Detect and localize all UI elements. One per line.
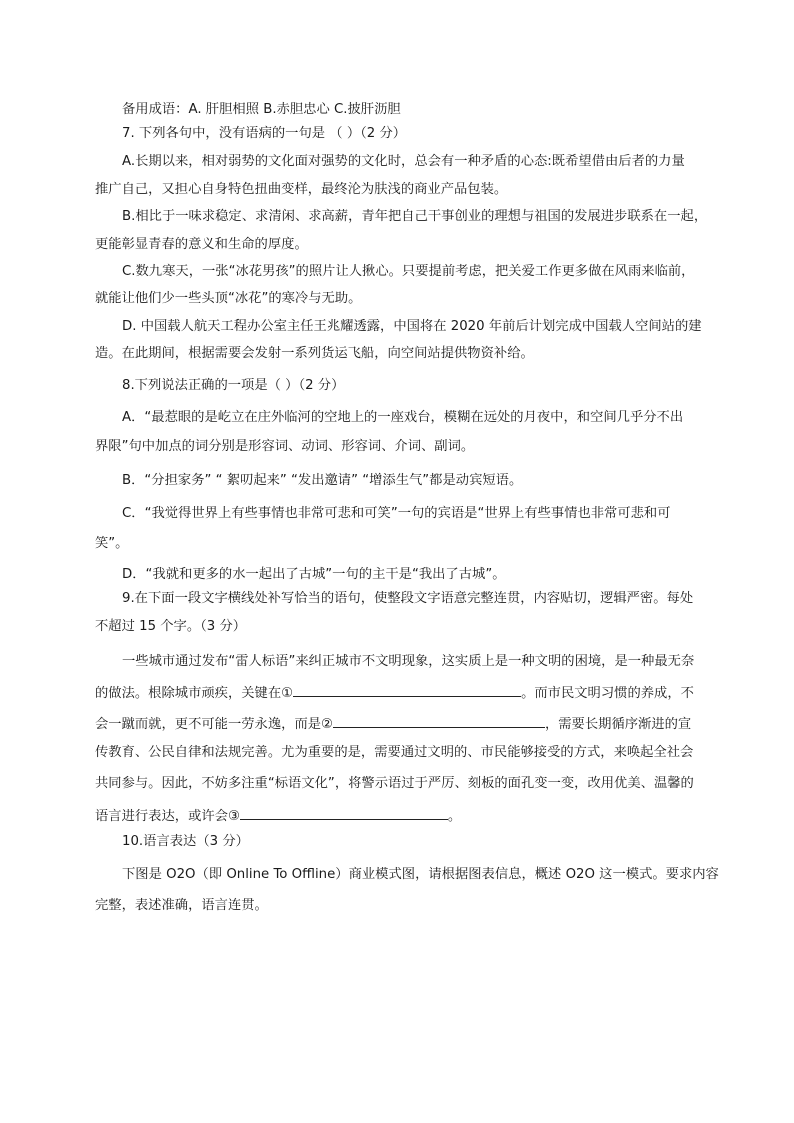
q9-passage-line6	[95, 805, 461, 826]
q9-passage-line2-end: 。而市民文明习惯的养成，不	[521, 686, 694, 701]
question-8-stem: 8.下列说法正确的一项是（ ）（2 分）	[122, 378, 345, 393]
q9-passage-line3-start: 会一蹴而就，更不可能一劳永逸，而是②	[95, 717, 333, 732]
q7-option-c-line2: 就能让他们少一些头顶“冰花”的寒冷与无助。	[95, 291, 362, 306]
q7-option-b-line2: 更能彰显青春的意义和生命的厚度。	[95, 237, 308, 252]
q8-option-c-line2: 笑”。	[95, 536, 129, 551]
q9-passage-line3-end: ，需要长期循序渐进的宣	[544, 717, 692, 732]
q9-passage-line5: 共同参与。因此，不妨多注重“标语文化”，将警示语过于严厉、刻板的面孔变一变，改用优美、温馨的	[95, 776, 694, 791]
question-7-stem: 7. 下列各句中，没有语病的一句是 （ ）（2 分）	[122, 126, 407, 141]
q9-passage-line6-start: 语言进行表达，或许会③	[95, 809, 240, 824]
answer-blank-3[interactable]	[240, 805, 448, 820]
q9-passage-line2-start: 的做法。根除城市顽疾，关键在①	[95, 686, 294, 701]
q8-option-a-line2: 界限”句中加点的词分别是形容词、动词、形容词、介词、副词。	[95, 439, 475, 454]
answer-blank-1[interactable]	[293, 682, 521, 697]
backup-idioms-line: 备用成语：A. 肝胆相照 B.赤胆忠心 C.披肝沥胆	[122, 102, 401, 117]
q7-option-d-line1: D. 中国载人航天工程办公室主任王兆耀透露，中国将在 2020 年前后计划完成中国载人空间站的建	[122, 319, 702, 334]
q8-option-c-line1: C．“我觉得世界上有些事情也非常可悲和可笑”一句的宾语是“世界上有些事情也非常可悲和可	[122, 506, 671, 521]
question-9-stem-line1: 9.在下面一段文字横线处补写恰当的语句，使整段文字语意完整连贯，内容贴切，逻辑严密。每处	[122, 591, 694, 606]
q7-option-b-line1: B.相比于一味求稳定、求清闲、求高薪，青年把自己干事创业的理想与祖国的发展进步联系在一起，	[122, 209, 708, 224]
q7-option-c-line1: C.数九寒天，一张“冰花男孩”的照片让人揪心。只要提前考虑，把关爱工作更多做在风雨来临前，	[122, 264, 695, 279]
question-10-stem: 10.语言表达（3 分）	[122, 834, 249, 849]
q7-option-d-line2: 造。在此期间，根据需要会发射一系列货运飞船，向空间站提供物资补给。	[95, 346, 534, 361]
q10-prompt-line2: 完整，表述准确，语言连贯。	[95, 898, 268, 913]
q7-option-a-line2: 推广自己，又担心自身特色扭曲变样，最终沦为肤浅的商业产品包装。	[95, 182, 508, 197]
q8-option-a-line1: A．“最惹眼的是屹立在庄外临河的空地上的一座戏台，模糊在远处的月夜中，和空间几乎分不出	[122, 410, 684, 425]
q8-option-d: D．“我就和更多的水一起出了古城”一句的主干是“我出了古城”。	[122, 567, 506, 582]
answer-blank-2[interactable]	[333, 713, 545, 728]
q9-passage-line3	[95, 713, 691, 734]
q9-passage-line6-end: 。	[447, 809, 462, 824]
q9-passage-line1: 一些城市通过发布“雷人标语”来纠正城市不文明现象，这实质上是一种文明的困境，是一种最无奈	[122, 654, 695, 669]
q9-passage-line2	[95, 682, 694, 703]
q7-option-a-line1: A.长期以来，相对弱势的文化面对强势的文化时，总会有一种矛盾的心态:既希望借由后者的力量	[122, 154, 685, 169]
q9-passage-line4: 传教育、公民自律和法规完善。尤为重要的是，需要通过文明的、市民能够接受的方式，来唤起全社会	[95, 745, 694, 760]
question-9-stem-line2: 不超过 15 个字。（3 分）	[95, 619, 247, 634]
q8-option-b: B．“分担家务” “ 絮叨起来” “发出邀请” “增添生气”都是动宾短语。	[122, 473, 523, 488]
q10-prompt-line1: 下图是 O2O（即 Online To Offline）商业模式图，请根据图表信息，概述 O2O 这一模式。要求内容	[122, 867, 719, 882]
